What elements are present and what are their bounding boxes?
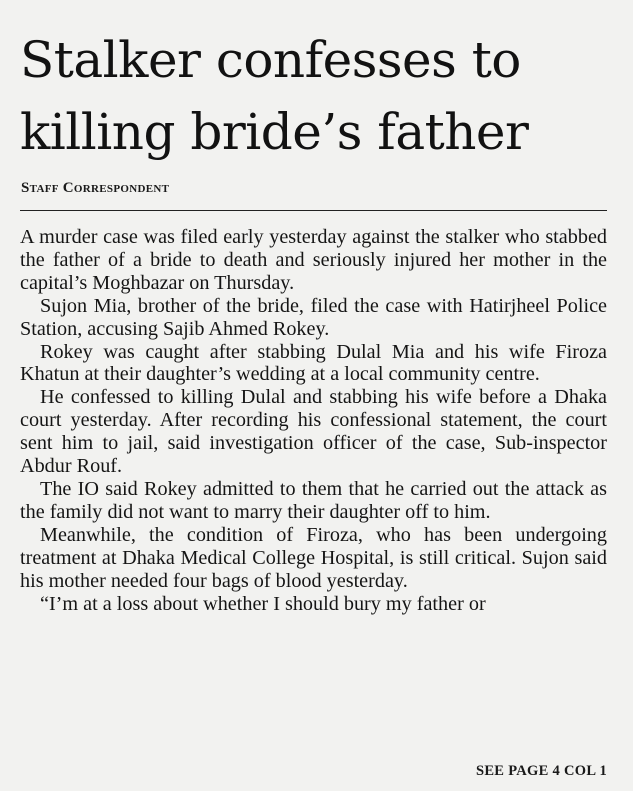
article-paragraph: The IO said Rokey admitted to them that he carried out the attack as the family did not want to marry their daughter off to him.: [20, 477, 607, 523]
continuation-jump-line: SEE PAGE 4 COL 1: [475, 763, 607, 779]
byline-divider: [20, 210, 607, 211]
headline-line-2: killing bride’s father: [20, 103, 529, 161]
article-paragraph: Sujon Mia, brother of the bride, filed the case with Hatirjheel Police Station, accusing Sajib Ahmed Rokey.: [20, 294, 607, 340]
article-paragraph-truncated: “I’m at a loss about whether I should bury my father or: [40, 592, 486, 615]
headline: [20, 24, 528, 168]
article-paragraph: He confessed to killing Dulal and stabbing his wife before a Dhaka court yesterday. After recording his confessional statement, the court sent him to jail, said investigation officer of the case, Sub-inspector Abdur Rouf.: [20, 386, 607, 478]
article-body: [20, 226, 607, 615]
byline: Staff Correspondent: [21, 180, 170, 196]
article-paragraph: Meanwhile, the condition of Firoza, who has been undergoing treatment at Dhaka Medical College Hospital, is still critical. Sujon said his mother needed four bags of blood yesterday.: [20, 523, 607, 592]
headline-line-1: Stalker confesses to: [20, 31, 521, 89]
article-paragraph: Rokey was caught after stabbing Dulal Mia and his wife Firoza Khatun at their daughter’s wedding at a local community centre.: [20, 340, 607, 386]
article-paragraph: A murder case was filed early yesterday against the stalker who stabbed the father of a bride to death and seriously injured her mother in the capital’s Moghbazar on Thursday.: [20, 226, 607, 294]
